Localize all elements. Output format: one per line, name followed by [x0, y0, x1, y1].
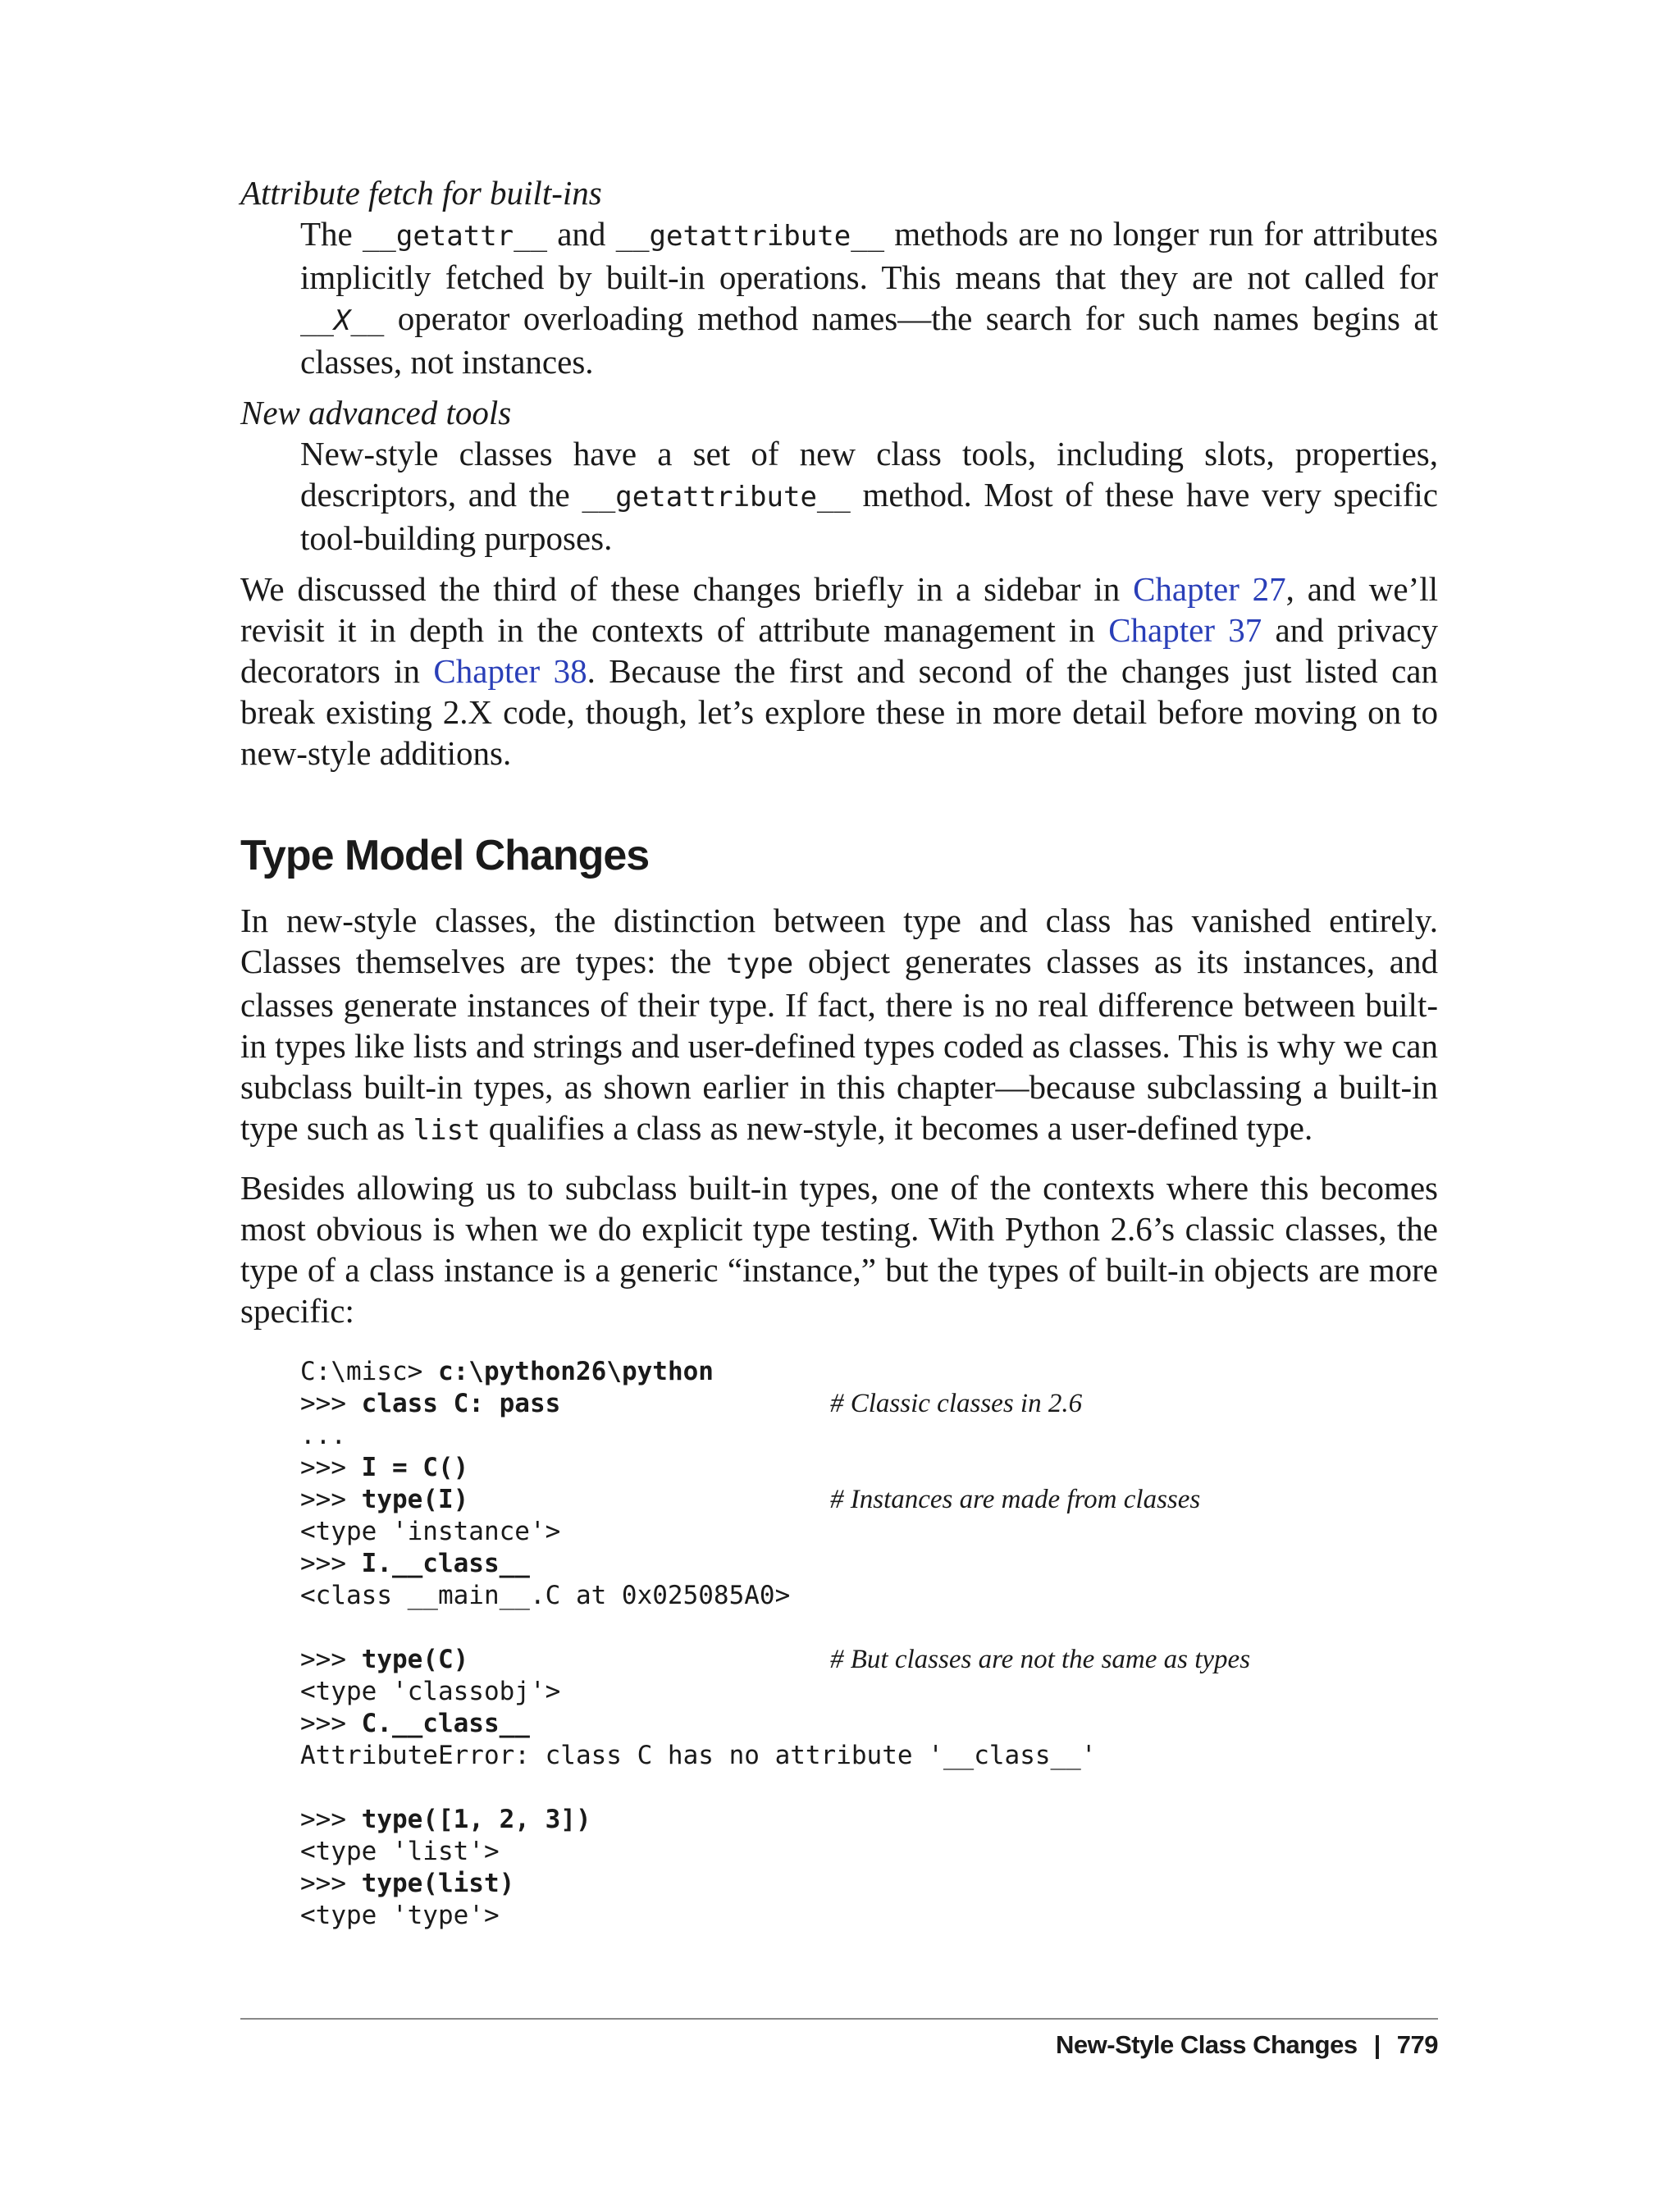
text-run: and: [547, 215, 616, 253]
code-line: [300, 1388, 1438, 1420]
code-line: [300, 1900, 1438, 1932]
definition-list: [240, 172, 1438, 559]
code-line: [300, 1580, 1438, 1612]
text-run: , and we’ll revisit it in depth in the contexts of attribute management in: [240, 570, 1438, 649]
code-prefix: >>>: [300, 1453, 362, 1482]
inline-code: __getattribute__: [615, 220, 885, 253]
text-run: The: [300, 215, 363, 253]
inline-code: __getattribute__: [582, 481, 851, 514]
code-line: [300, 1708, 1438, 1740]
code-command: I.__class__: [361, 1549, 530, 1578]
footer-rule: [240, 2018, 1438, 2020]
code-line: [300, 1516, 1438, 1548]
code-comment: # But classes are not the same as types: [830, 1645, 1251, 1674]
page-number: 779: [1396, 2030, 1438, 2059]
code-line: [300, 1644, 1438, 1676]
text-run: Besides allowing us to subclass built-in types, one of the contexts where this becomes most obvious is when we do explicit type testing. With Python 2.6’s classic classes, the type of a class instance is a generic “instance,” but the types of built-in objects are more specific:: [240, 1169, 1438, 1330]
text-run: We discussed the third of these changes briefly in a sidebar in: [240, 570, 1134, 608]
definition-term: Attribute fetch for built-ins: [240, 174, 602, 212]
code-prefix: <class __main__.C at 0x025085A0>: [300, 1581, 791, 1610]
text-run: qualifies a class as new-style, it becomes a user-defined type.: [480, 1109, 1313, 1147]
chapter-link[interactable]: Chapter 27: [1133, 570, 1286, 608]
definition-term: New advanced tools: [240, 394, 512, 431]
body-paragraph: [240, 568, 1438, 774]
code-command: C.__class__: [361, 1709, 530, 1738]
body-paragraph: [240, 900, 1438, 1151]
code-command: type(I): [361, 1485, 469, 1514]
definition-body: [300, 213, 1438, 382]
code-comment: # Instances are made from classes: [830, 1485, 1201, 1514]
code-comment: # Classic classes in 2.6: [830, 1389, 1083, 1418]
code-command: type(list): [361, 1869, 515, 1898]
body-paragraph: [240, 1167, 1438, 1331]
code-command: type(C): [361, 1645, 469, 1674]
code-prefix: <type 'classobj'>: [300, 1677, 561, 1706]
section-heading: Type Model Changes: [240, 832, 650, 879]
code-line: [300, 1836, 1438, 1868]
code-prefix: >>>: [300, 1805, 362, 1834]
code-prefix: C:\misc>: [300, 1357, 438, 1386]
code-prefix: ...: [300, 1421, 346, 1450]
code-line: [300, 1612, 1438, 1644]
code-command: type([1, 2, 3]): [361, 1805, 591, 1834]
code-prefix: >>>: [300, 1869, 362, 1898]
text-run: methods are no longer run for attributes implicitly fetched by built-in operations. This means that they are not called for: [300, 215, 1438, 296]
text-run: object generates classes as its instances, and classes generate instances of their type. If fact, there is no real difference between built-in types like lists and strings and user-defined types coded as classes. This is why we can subclass built-in types, as shown earlier in this chapter—because subclassing a built-in type such as: [240, 943, 1438, 1147]
code-prefix: <type 'list'>: [300, 1837, 500, 1866]
text-run: and privacy decorators in: [240, 611, 1438, 690]
code-prefix: AttributeError: class C has no attribute '__class__': [300, 1741, 1097, 1770]
code-prefix: >>>: [300, 1709, 362, 1738]
page-content: [240, 172, 1438, 1932]
code-prefix: >>>: [300, 1485, 362, 1514]
inline-code: __X__: [300, 304, 385, 337]
code-prefix: <type 'type'>: [300, 1901, 500, 1930]
inline-code: __getattr__: [362, 220, 548, 253]
code-line: [300, 1676, 1438, 1708]
definition-item: [240, 392, 1438, 559]
definition-item: [240, 172, 1438, 382]
text-run: method. Most of these have very specific tool-building purposes.: [300, 476, 1438, 557]
code-line: [300, 1772, 1438, 1804]
text-run: operator overloading method names—the search for such names begins at classes, not instances.: [300, 299, 1438, 381]
code-line: [300, 1804, 1438, 1836]
code-line: [300, 1484, 1438, 1516]
footer-section-title: New-Style Class Changes: [1056, 2030, 1358, 2059]
code-block: [300, 1356, 1438, 1932]
text-run: New-style classes have a set of new class tools, including slots, properties, descriptors, and the: [300, 435, 1438, 514]
code-line: [300, 1740, 1438, 1772]
code-prefix: >>>: [300, 1549, 362, 1578]
code-line: [300, 1356, 1438, 1388]
page-footer: [1056, 2030, 1438, 2060]
code-prefix: >>>: [300, 1645, 362, 1674]
code-command: class C: pass: [361, 1389, 561, 1418]
code-line: [300, 1548, 1438, 1580]
code-prefix: >>>: [300, 1389, 362, 1418]
footer-separator: |: [1373, 2030, 1381, 2059]
code-line: [300, 1868, 1438, 1900]
inline-code: type: [726, 947, 794, 980]
text-run: . Because the first and second of the changes just listed can break existing 2.X code, though, let’s explore these in more detail before moving on to new-style additions.: [240, 652, 1439, 772]
chapter-link[interactable]: Chapter 38: [433, 652, 587, 690]
chapter-link[interactable]: Chapter 37: [1108, 611, 1262, 649]
code-prefix: <type 'instance'>: [300, 1517, 561, 1546]
text-run: In new-style classes, the distinction between type and class has vanished entirely. Classes themselves are types: the: [240, 902, 1438, 980]
code-line: [300, 1452, 1438, 1484]
code-line: [300, 1420, 1438, 1452]
code-command: c:\python26\python: [437, 1357, 714, 1386]
definition-body: [300, 433, 1438, 559]
inline-code: list: [413, 1114, 481, 1147]
code-command: I = C(): [361, 1453, 469, 1482]
